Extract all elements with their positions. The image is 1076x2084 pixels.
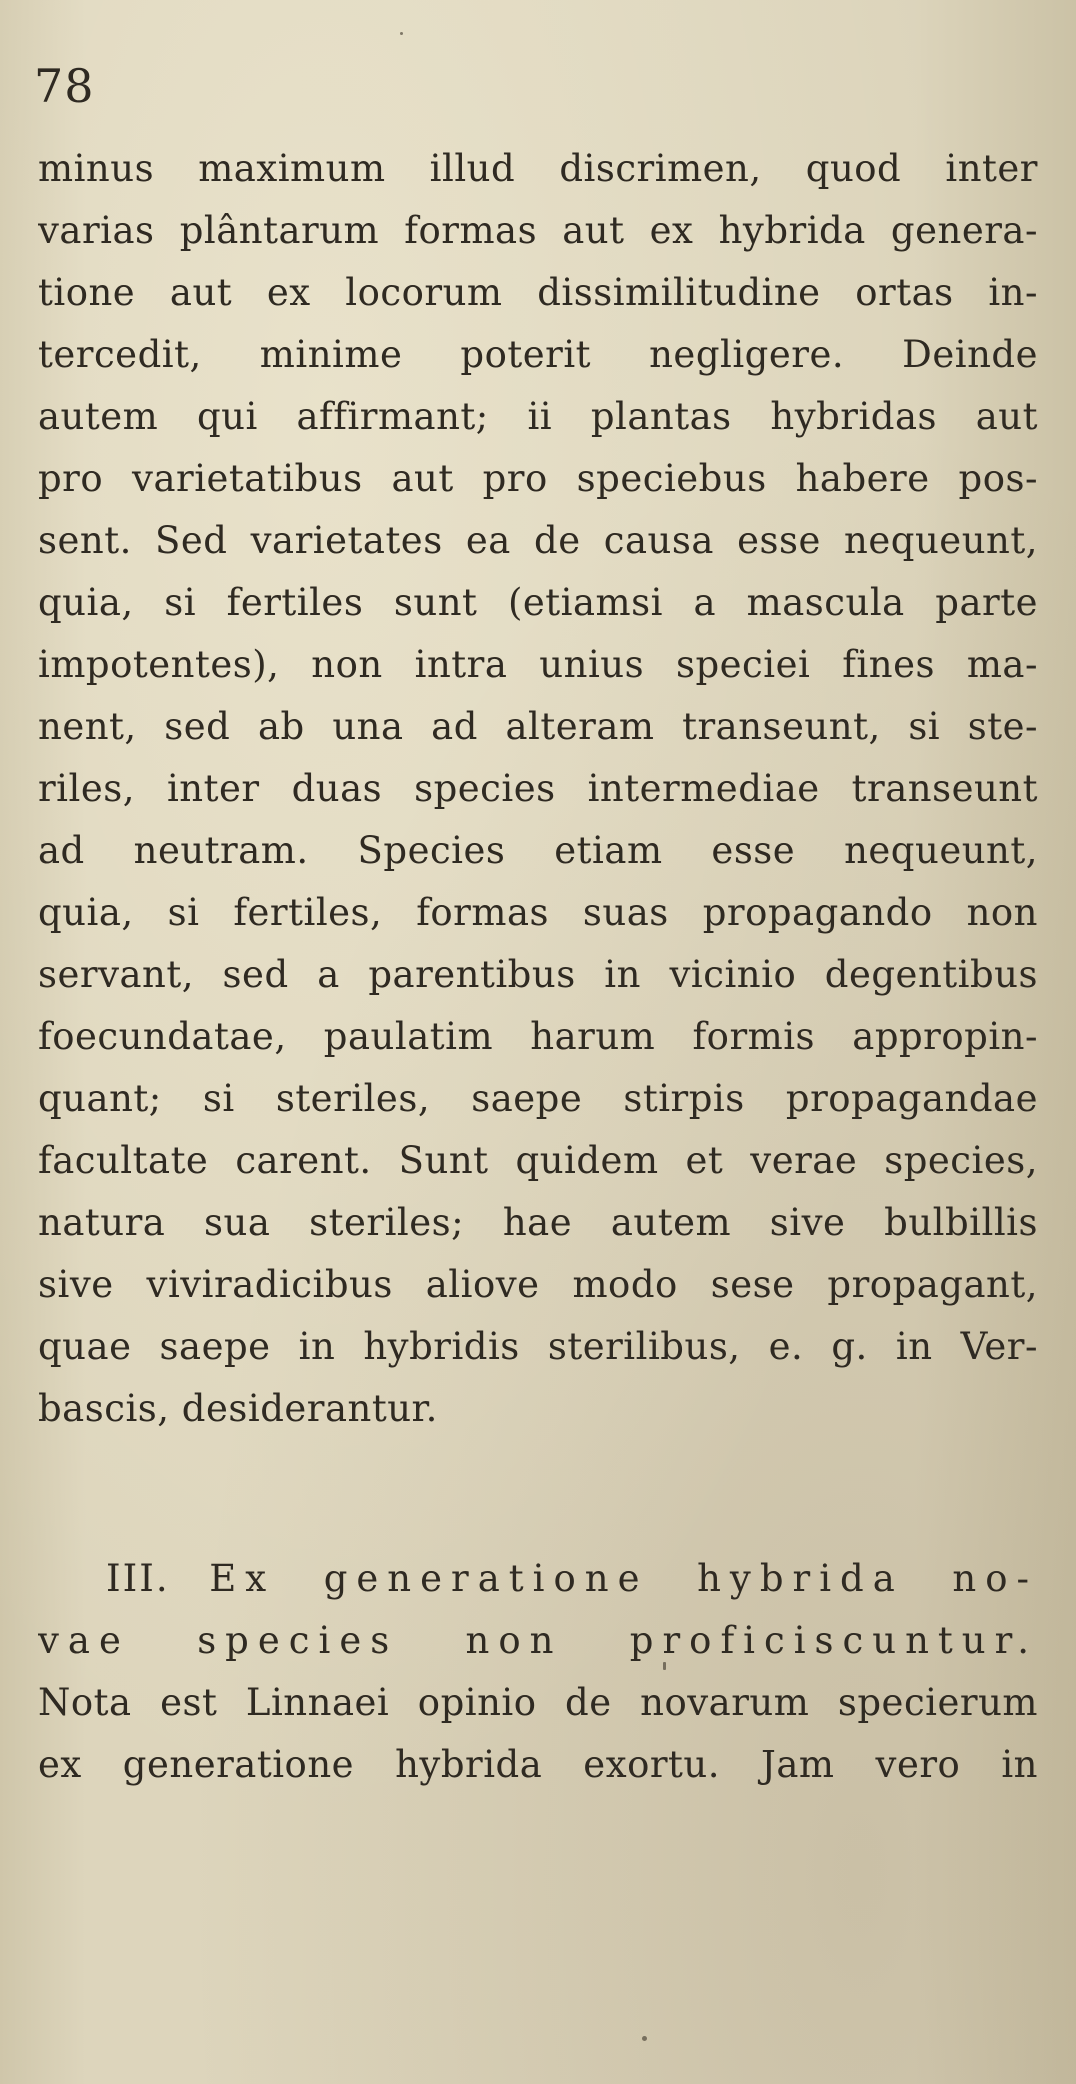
text-line: quia, si fertiles, formas suas propagando non bbox=[38, 891, 1038, 934]
text-line: foecundatae, paulatim harum formis appropin- bbox=[38, 1015, 1038, 1058]
ink-speck bbox=[642, 2036, 647, 2041]
text-line: nent, sed ab una ad alteram transeunt, si ste- bbox=[38, 705, 1038, 748]
text-line: pro varietatibus aut pro speciebus habere pos- bbox=[38, 457, 1038, 500]
text-line: sent. Sed varietates ea de causa esse nequeunt, bbox=[38, 519, 1038, 562]
text-line: natura sua steriles; hae autem sive bulbillis bbox=[38, 1201, 1038, 1244]
ink-speck bbox=[663, 1662, 666, 1670]
text-line: bascis, desiderantur. bbox=[38, 1387, 438, 1430]
section-heading-line-1 bbox=[38, 1548, 1038, 1610]
text-line: ad neutram. Species etiam esse nequeunt, bbox=[38, 829, 1038, 872]
page-number: 78 bbox=[34, 59, 95, 113]
section-iii bbox=[38, 1548, 1038, 1796]
page-body bbox=[38, 138, 1038, 1796]
text-line: impotentes), non intra unius speciei fines ma- bbox=[38, 643, 1038, 686]
paragraph-1 bbox=[38, 138, 1038, 1440]
text-line: quae saepe in hybridis sterilibus, e. g. in Ver- bbox=[38, 1325, 1038, 1368]
text-line: minus maximum illud discrimen, quod inter bbox=[38, 147, 1038, 190]
section-heading-line-2: vae species non proficiscuntur. bbox=[38, 1619, 1038, 1662]
text-line: facultate carent. Sunt quidem et verae species, bbox=[38, 1139, 1038, 1182]
text-line: Nota est Linnaei opinio de novarum specierum bbox=[38, 1681, 1038, 1724]
paragraph-gap bbox=[38, 1440, 1038, 1548]
text-line: sive viviradicibus aliove modo sese propagant, bbox=[38, 1263, 1038, 1306]
ink-speck bbox=[400, 32, 403, 35]
text-line: riles, inter duas species intermediae transeunt bbox=[38, 767, 1038, 810]
text-line: autem qui affirmant; ii plantas hybridas aut bbox=[38, 395, 1038, 438]
section-number: III. bbox=[106, 1557, 170, 1600]
text-line: varias plântarum formas aut ex hybrida genera- bbox=[38, 209, 1038, 252]
section-heading-text: Ex generatione hybrida no- bbox=[209, 1557, 1038, 1600]
text-line: quia, si fertiles sunt (etiamsi a mascula parte bbox=[38, 581, 1038, 624]
text-line: servant, sed a parentibus in vicinio degentibus bbox=[38, 953, 1038, 996]
text-line: quant; si steriles, saepe stirpis propagandae bbox=[38, 1077, 1038, 1120]
text-line: tercedit, minime poterit negligere. Deinde bbox=[38, 333, 1038, 376]
text-line: tione aut ex locorum dissimilitudine ortas in- bbox=[38, 271, 1038, 314]
text-line: ex generatione hybrida exortu. Jam vero in bbox=[38, 1743, 1038, 1786]
